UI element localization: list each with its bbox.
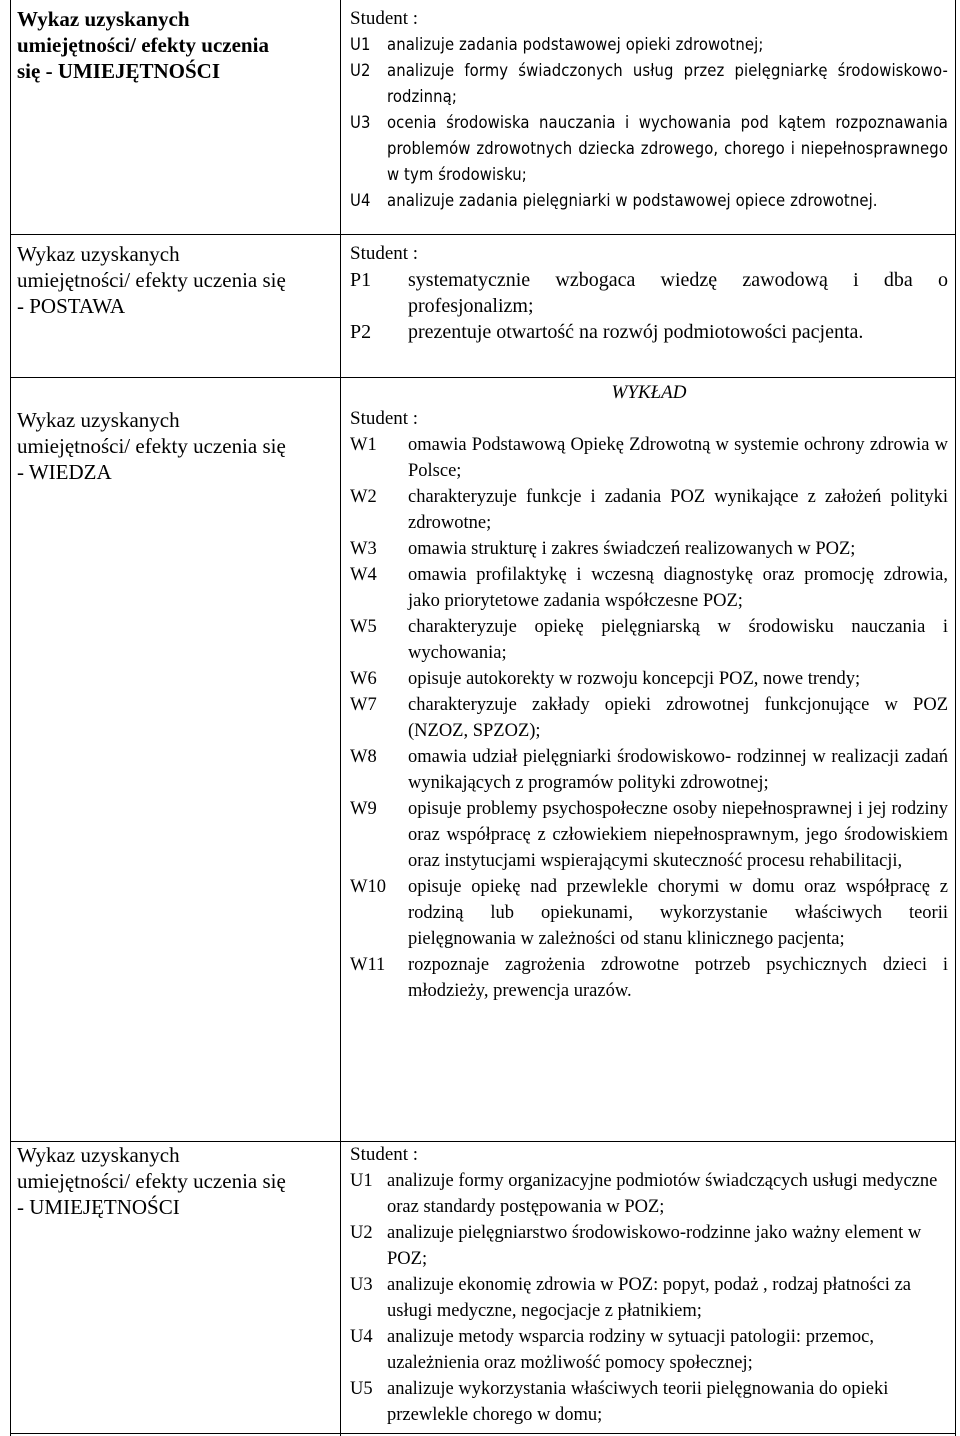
item-code: W10: [350, 877, 386, 897]
list-item: [350, 614, 948, 666]
table-column-divider: [340, 0, 341, 1436]
list-item: [350, 952, 948, 1004]
label-line: umiejętności/ efekty uczenia się: [17, 1169, 286, 1193]
item-code: W4: [350, 565, 377, 585]
label-line: Wykaz uzyskanych: [17, 408, 180, 432]
item-code: U4: [350, 191, 371, 210]
item-code: P2: [350, 321, 372, 343]
list-item: [350, 1376, 948, 1428]
item-text: analizuje ekonomię zdrowia w POZ: popyt, podaż , rodzaj płatności za usługi medyczne, negocjacje z płatnikiem;: [387, 1275, 911, 1321]
item-text: analizuje formy świadczonych usług przez pielęgniarkę środowiskowo-rodzinną;: [387, 61, 948, 106]
item-text: opisuje problemy psychospołeczne osoby niepełnosprawnej i jej rodziny oraz współpracę z człowiekiem niepełnosprawnym, jego środowiskiem oraz instytucjami wspierającymi skuteczność procesu rehabilitacji,: [408, 799, 948, 871]
list-item: [350, 188, 948, 214]
list-item: [350, 110, 948, 188]
item-code: U1: [350, 35, 371, 54]
item-text: analizuje zadania pielęgniarki w podstawowej opiece zdrowotnej.: [387, 191, 878, 210]
item-text: analizuje zadania podstawowej opieki zdrowotnej;: [387, 35, 764, 54]
label-line: się - UMIEJĘTNOŚCI: [17, 59, 221, 83]
item-text: ocenia środowiska nauczania i wychowania pod kątem rozpoznawania problemów zdrowotnych dziecka zdrowego, chorego i niepełnosprawnego w tym środowisku;: [387, 113, 948, 184]
list-item: [350, 1168, 948, 1220]
item-text: omawia Podstawową Opiekę Zdrowotną w systemie ochrony zdrowia w Polsce;: [408, 435, 948, 481]
section-wiedza-content: [350, 380, 948, 1004]
list-item: [350, 267, 948, 319]
list-item: [350, 319, 948, 345]
list-item: [350, 432, 948, 484]
list-item: [350, 536, 948, 562]
item-code: U2: [350, 1223, 373, 1243]
item-code: W5: [350, 617, 377, 637]
section-postawa-content: [350, 241, 948, 345]
item-code: W2: [350, 487, 377, 507]
list-item: [350, 1220, 948, 1272]
section-label-umiejetnosci-2: [17, 1142, 333, 1220]
item-text: omawia profilaktykę i wczesną diagnostykę oraz promocję zdrowia, jako priorytetowe zadania współczesne POZ;: [408, 565, 948, 611]
label-line: umiejętności/ efekty uczenia: [17, 33, 269, 57]
item-text: analizuje metody wsparcia rodziny w sytuacji patologii: przemoc, uzależnienia oraz możliwość pomocy społecznej;: [387, 1327, 875, 1373]
list-item: [350, 58, 948, 110]
label-line: umiejętności/ efekty uczenia się: [17, 268, 286, 292]
table-row-divider-1: [10, 234, 956, 235]
item-text: omawia udział pielęgniarki środowiskowo- rodzinnej w realizacji zadań wynikających z programów polityki zdrowotnej;: [408, 747, 948, 793]
item-text: opisuje opiekę nad przewlekle chorymi w domu oraz współpracę z rodziną lub opiekunami, wykorzystanie właściwych teorii pielęgnowania w zależności od stanu klinicznego pacjenta;: [408, 877, 948, 949]
item-code: P1: [350, 269, 372, 291]
list-item: [350, 484, 948, 536]
item-code: U4: [350, 1327, 373, 1347]
item-code: U2: [350, 61, 371, 80]
section-label-postawa: [17, 241, 333, 319]
item-code: U3: [350, 113, 371, 132]
item-text: systematycznie wzbogaca wiedzę zawodową i dba o profesjonalizm;: [408, 269, 948, 317]
table-border-right: [955, 0, 956, 1436]
list-item: [350, 1324, 948, 1376]
item-code: W11: [350, 955, 386, 975]
list-item: [350, 796, 948, 874]
item-text: analizuje wykorzystania właściwych teorii pielęgnowania do opieki przewlekle chorego w domu;: [387, 1379, 889, 1425]
student-label: Student :: [350, 1144, 419, 1165]
item-text: charakteryzuje zakłady opieki zdrowotnej funkcjonujące w POZ (NZOZ, SPZOZ);: [408, 695, 948, 741]
item-code: W7: [350, 695, 377, 715]
table-row-divider-2: [10, 377, 956, 378]
item-code: U5: [350, 1379, 373, 1399]
item-code: W8: [350, 747, 377, 767]
section-label-umiejetnosci-1: [17, 6, 333, 84]
table-border-bottom: [10, 1433, 956, 1434]
list-item: [350, 1272, 948, 1324]
lecture-heading: WYKŁAD: [611, 382, 687, 403]
list-item: [350, 874, 948, 952]
list-item: [350, 562, 948, 614]
item-text: charakteryzuje opiekę pielęgniarską w środowisku nauczania i wychowania;: [408, 617, 948, 663]
label-line: Wykaz uzyskanych: [17, 7, 190, 31]
label-line: Wykaz uzyskanych: [17, 242, 180, 266]
label-line: Wykaz uzyskanych: [17, 1143, 180, 1167]
item-code: W9: [350, 799, 377, 819]
table-border-left: [10, 0, 11, 1436]
item-text: omawia strukturę i zakres świadczeń realizowanych w POZ;: [408, 539, 856, 559]
student-label: Student :: [350, 243, 419, 264]
item-code: U1: [350, 1171, 373, 1191]
list-item: [350, 666, 948, 692]
label-line: - WIEDZA: [17, 460, 112, 484]
list-item: [350, 32, 948, 58]
label-line: - UMIEJĘTNOŚCI: [17, 1195, 180, 1219]
item-text: analizuje pielęgniarstwo środowiskowo-rodzinne jako ważny element w POZ;: [387, 1223, 922, 1269]
item-code: W6: [350, 669, 377, 689]
student-label: Student :: [350, 8, 419, 29]
item-text: charakteryzuje funkcje i zadania POZ wynikające z założeń polityki zdrowotne;: [408, 487, 948, 533]
item-code: W1: [350, 435, 377, 455]
label-line: - POSTAWA: [17, 294, 126, 318]
section-label-wiedza: [17, 407, 333, 485]
item-code: W3: [350, 539, 377, 559]
student-label: Student :: [350, 408, 419, 429]
list-item: [350, 744, 948, 796]
label-line: umiejętności/ efekty uczenia się: [17, 434, 286, 458]
section-umiejetnosci-1-content: [350, 6, 948, 214]
item-text: prezentuje otwartość na rozwój podmiotowości pacjenta.: [408, 321, 864, 343]
item-text: opisuje autokorekty w rozwoju koncepcji POZ, nowe trendy;: [408, 669, 861, 689]
item-text: rozpoznaje zagrożenia zdrowotne potrzeb psychicznych dzieci i młodzieży, prewencja urazów.: [408, 955, 948, 1001]
section-umiejetnosci-2-content: [350, 1142, 948, 1428]
item-code: U3: [350, 1275, 373, 1295]
item-text: analizuje formy organizacyjne podmiotów świadczących usługi medyczne oraz standardy postępowania w POZ;: [387, 1171, 938, 1217]
list-item: [350, 692, 948, 744]
